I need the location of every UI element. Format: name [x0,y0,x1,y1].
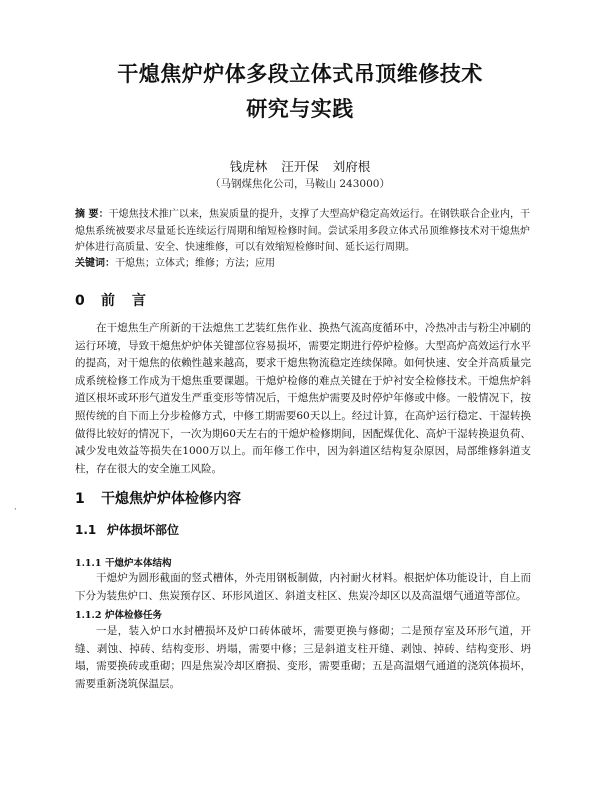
section-heading-1-1-1 [75,555,172,569]
paragraph-1-1-2: 一是，装入炉口水封槽损坏及炉口砖体破坏，需要更换与修砌；二是预存室及环形气道，开缝、剥蚀、掉砖、结构变形、坍塌，需要中修；三是斜道支柱开缝、剥蚀、掉砖、结构变形、坍塌，需要换砖或重砌；四是焦炭冷却区磨损、变形，需要重砌；五是高温烟气通道的浇筑体损坏，需要重新浇筑保温层。 [75,625,531,690]
section-title: 炉体检修任务 [105,610,163,621]
section-title: 干熄焦炉炉体检修内容 [101,491,241,507]
section-heading-1 [75,488,241,508]
section-number: 1.1.2 [75,610,102,621]
paragraph-intro: 在干熄焦生产所新的干法熄焦工艺装红焦作业、换热气流高度循环中，冷热冲击与粉尘冲刷的运行环境，导致干熄焦炉炉体关键部位容易损坏，需要定期进行停炉检修。大型高炉高效运行水平的提高，对干熄焦的依赖性越来越高，要求干熄焦物流稳定连续保障。如何快速、安全并高质量完成系统检修工作成为干熄焦重要课题。干熄炉检修的难点关键在于炉衬安全检修技术。干熄焦炉斜道区根坏或环形气道发生严重变形等情况后，干熄焦炉需要及时停炉年修或中修。一般情况下，按照传统的自下而上分步检修方式，中修工期需要60天以上。经过计算，在高炉运行稳定、干湿转换做得比较好的情况下，一次为期60天左右的干熄炉检修期间，因配煤优化、高炉干湿转换退负荷、减少发电效益等损失在1000万以上。而年修工作中，因为斜道区结构复杂原因，局部维修斜道支柱，存在很大的安全施工风险。 [75,322,531,475]
paragraph-1-1-1: 干熄炉为圆形截面的竖式槽体，外壳用钢板制做，内衬耐火材料。根据炉体功能设计，自上而下分为装焦炉口、焦炭预存区、环形风道区、斜道支柱区、焦炭冷却区以及高温烟气通道等部位。 [75,572,531,602]
section-heading-1-1-2 [75,607,162,621]
abstract [75,207,530,257]
section-heading-0 [75,290,152,310]
abstract-text: 干熄焦技术推广以来，焦炭质量的提升，支撑了大型高炉稳定高效运行。在钢铁联合企业内，干熄焦系统被要求尽量延长连续运行周期和缩短检修时间。尝试采用多段立体式吊顶维修技术对干熄焦炉炉体进行高质量、安全、快速维修，可以有效缩短检修时间、延长运行周期。 [75,209,531,253]
margin-mark: · [14,505,17,515]
keywords-text: 干熄焦；立体式；维修；方法；应用 [115,258,275,269]
authors: 钱虎林 汪开保 刘府根 [229,159,371,174]
section-title: 前 言 [101,293,152,309]
paper-title-line-2: 研究与实践 [246,97,354,121]
section-number: 1.1.1 [75,558,102,569]
section-number: 1 [75,491,85,507]
keywords [75,256,530,272]
section-number: 0 [75,293,85,309]
section-title: 干熄炉本体结构 [105,558,172,569]
section-number: 1.1 [75,523,97,537]
affiliation: （马钢煤焦化公司，马鞍山 243000） [210,178,390,190]
paper-title-line-1: 干熄焦炉炉体多段立体式吊顶维修技术 [117,62,483,86]
section-title: 炉体损坏部位 [107,523,180,537]
keywords-label: 关键词： [75,258,115,269]
section-heading-1-1 [75,521,179,538]
abstract-label: 摘 要： [75,209,109,220]
